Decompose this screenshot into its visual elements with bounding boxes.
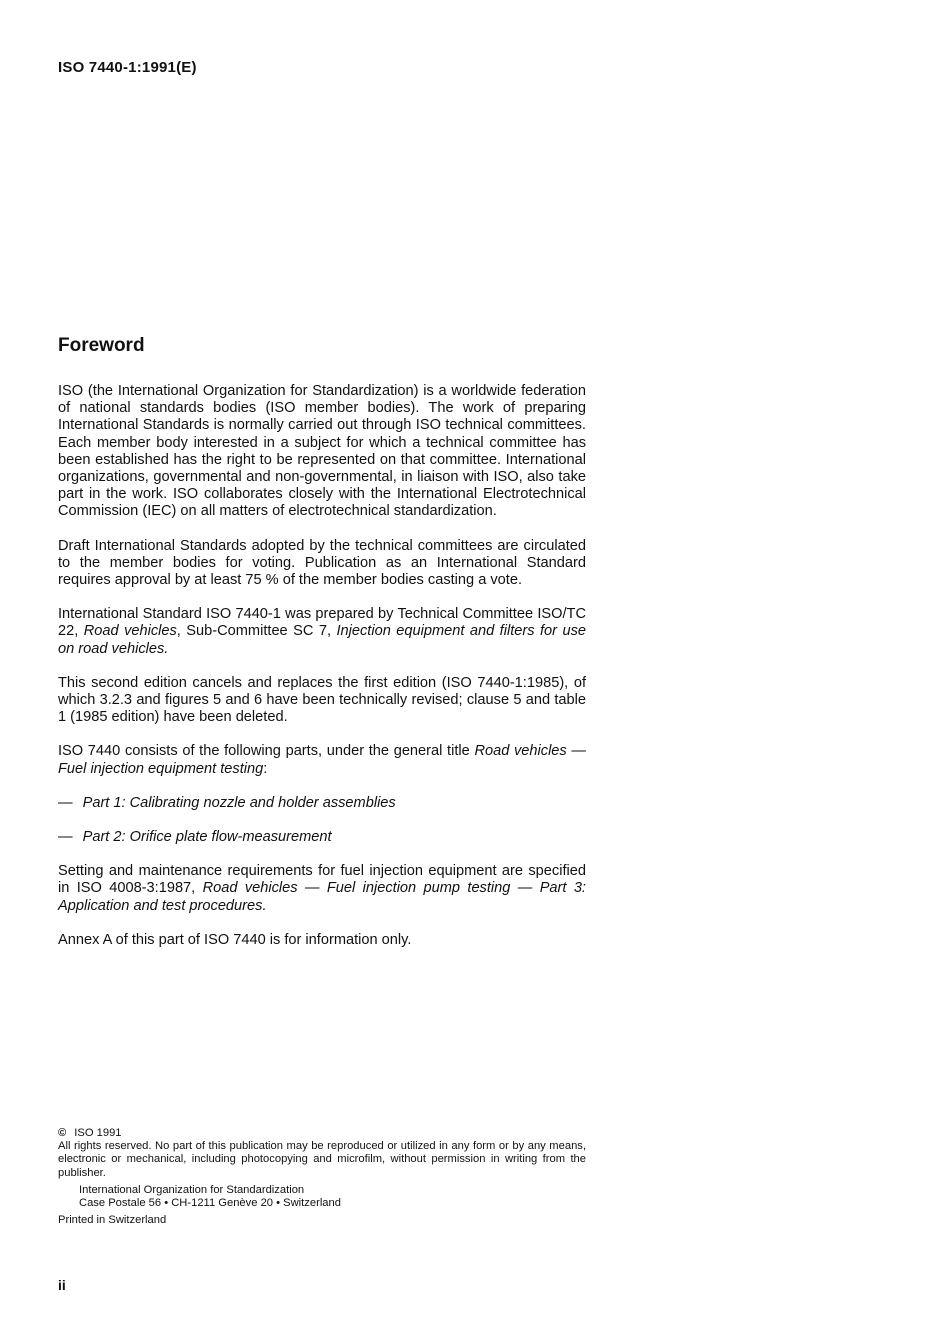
list-dash: — [58,794,73,811]
list-item [58,795,586,812]
parts-intro-colon: : [263,760,268,777]
prepared-by-text: International Standard ISO 7440-1 was prepared by Technical Committee ISO/TC 22, [58,606,586,640]
printed-in: Printed in Switzerland [58,1214,167,1227]
postal-address: Case Postale 56 • CH-1211 Genève 20 • Switzerland [79,1197,341,1210]
organization-address [79,1184,586,1210]
paragraph-annex: Annex A of this part of ISO 7440 is for information only. [58,931,412,948]
copyright-block [58,1127,586,1227]
paragraph-maintenance [58,863,586,915]
foreword-heading: Foreword [58,335,145,356]
foreword-body [58,383,586,966]
copyright-owner-year: ISO 1991 [74,1127,122,1139]
subcommittee-text: , Sub-Committee SC 7, [176,623,337,640]
subcommittee-title: Injection equipment and filters for use on road vehicles. [58,623,586,657]
page-number: ii [58,1277,66,1293]
paragraph-iso-intro: ISO (the International Organization for Standardization) is a worldwide federation of national standards bodies (ISO member bodies). The work of preparing International Standards is normally carried out through ISO technical committees. Each member body interested in a subject for which a technical committee has been established has the right to be represented on that committee. International organizations, governmental and non-governmental, in liaison with ISO, also take part in the work. ISO collaborates closely with the International Electrotechnical Commission (IEC) on all matters of electrotechnical standardization. [58,383,586,520]
list-dash: — [58,829,73,846]
general-title: Road vehicles — Fuel injection equipment testing [58,743,586,777]
maintenance-text: Setting and maintenance requirements for fuel injection equipment are specified in ISO 4008-3:1987, [58,863,586,897]
paragraph-prepared-by [58,606,586,658]
paragraph-edition: This second edition cancels and replaces the first edition (ISO 7440-1:1985), of which 3.2.3 and figures 5 and 6 have been technically revised; clause 5 and table 1 (1985 edition) have been deleted. [58,674,586,726]
paragraph-draft-standards: Draft International Standards adopted by the technical committees are circulated to the member bodies for voting. Publication as an International Standard requires approval by at least 75 % of the member bodies casting a vote. [58,537,586,589]
rights-statement: All rights reserved. No part of this publication may be reproduced or utilized in any form or by any means, electronic or mechanical, including photocopying and microfilm, without permission in writing from the publisher. [58,1140,586,1179]
part-1-label: Part 1: Calibrating nozzle and holder assemblies [82,794,396,811]
referenced-standard-title: Road vehicles — Fuel injection pump testing — Part 3: Application and test procedures. [58,880,586,914]
copyright-symbol: © [58,1127,67,1139]
list-item [58,829,586,846]
paragraph-parts-intro [58,743,586,777]
parts-intro-text: ISO 7440 consists of the following parts, under the general title [58,743,475,760]
committee-title: Road vehicles [83,623,177,640]
part-2-label: Part 2: Orifice plate flow-measurement [82,829,332,846]
organization-name: International Organization for Standardization [79,1183,305,1196]
copyright-line [58,1127,586,1140]
document-id: ISO 7440-1:1991(E) [58,59,197,76]
